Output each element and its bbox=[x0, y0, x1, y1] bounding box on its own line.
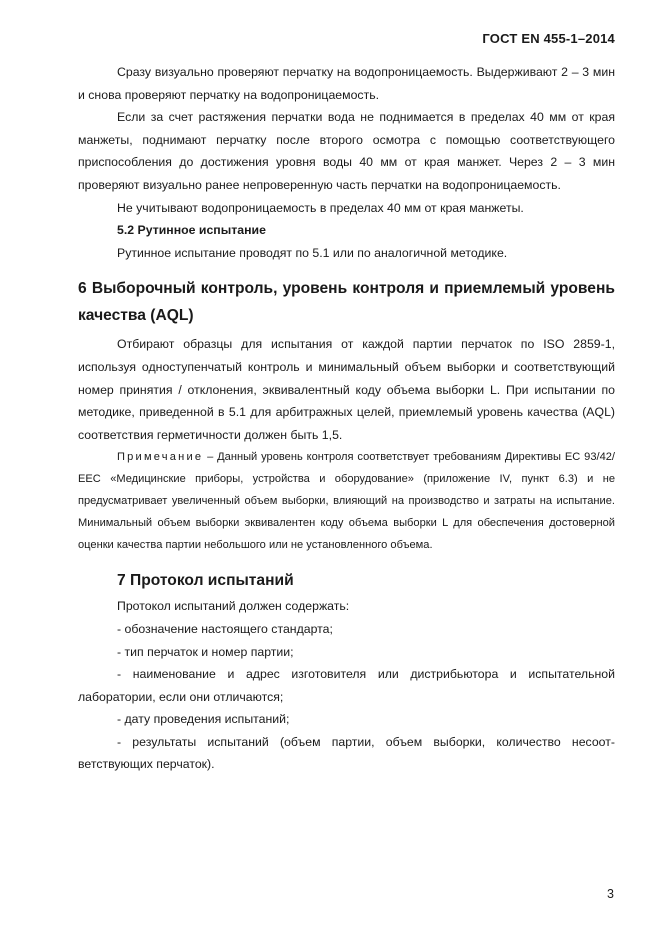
note-text: – Данный уровень контроля соответствует требованиям Директивы ЕС 93/42/ЕЕС «Медицинские приборы, устройства и оборудование» (приложение IV, пункт 6.3) и не предусматривает увеличенный объем выборки, влияющий на производство и затраты на испытание. Минимальный объем выборки эквивалентен коду объема выборки L для обеспечения достоверной оценки качества партии небольшого или не установленного объема. bbox=[78, 451, 615, 552]
paragraph-routine-test: Рутинное испытание проводят по 5.1 или по аналогичной методике. bbox=[117, 245, 508, 260]
subsection-heading-5-2: 5.2 Рутинное испытание bbox=[117, 223, 266, 238]
paragraph-visual-check: Сразу визуально проверяют перчатку на водопроницаемость. Выдерживают 2 – 3 мин и снова проверяют перчатку на водопроницаемость. bbox=[78, 65, 615, 102]
list-item: - тип перчаток и номер партии; bbox=[117, 644, 294, 659]
note-label: Примечание bbox=[117, 451, 204, 464]
note-paragraph bbox=[78, 446, 615, 556]
document-code-header: ГОСТ EN 455-1–2014 bbox=[482, 31, 615, 46]
section-heading-7: 7 Протокол испытаний bbox=[117, 572, 294, 590]
section-heading-6: 6 Выборочный контроль, уровень контроля и приемлемый уровень качества (AQL) bbox=[78, 280, 615, 325]
list-item: - обозначение настоящего стандарта; bbox=[117, 621, 333, 636]
paragraph-protocol-intro: Протокол испытаний должен содержать: bbox=[117, 599, 350, 614]
paragraph-sampling: Отбирают образцы для испытания от каждой партии перчаток по ISO 2859-1, используя одноступенчатый контроль и минимальный объем выборки и соответствующий номер принятия / отклонения, эквивалентный коду объема выборки L. При испытании по методике, приведенной в 5.1 для арбитражных целей, приемлемый уровень качества (AQL) соответствия герметичности должен быть 1,5. bbox=[78, 337, 615, 442]
list-item: - дату проведения испытаний; bbox=[117, 712, 290, 727]
paragraph-water-level: Если за счет растяжения перчатки вода не поднимается в пределах 40 мм от края манжеты, поднимают перчатку после второго осмотра с помощью соответствующего приспособления до достижения уровня воды 40 мм от края манжет. Через 2 – 3 мин проверяют визуально ранее непроверенную часть перчатки на водопроницаемость. bbox=[78, 110, 615, 192]
page-number: 3 bbox=[607, 887, 614, 901]
list-item: - наименование и адрес изготовителя или дистрибьютора и испытательной лаборатории, если они отличаются; bbox=[78, 667, 615, 704]
paragraph-ignore-cuff: Не учитывают водопроницаемость в пределах 40 мм от края манжеты. bbox=[117, 200, 524, 215]
list-item: - результаты испытаний (объем партии, объем выборки, количество несоответствующих перчаток). bbox=[78, 734, 615, 772]
page-content bbox=[78, 61, 615, 776]
